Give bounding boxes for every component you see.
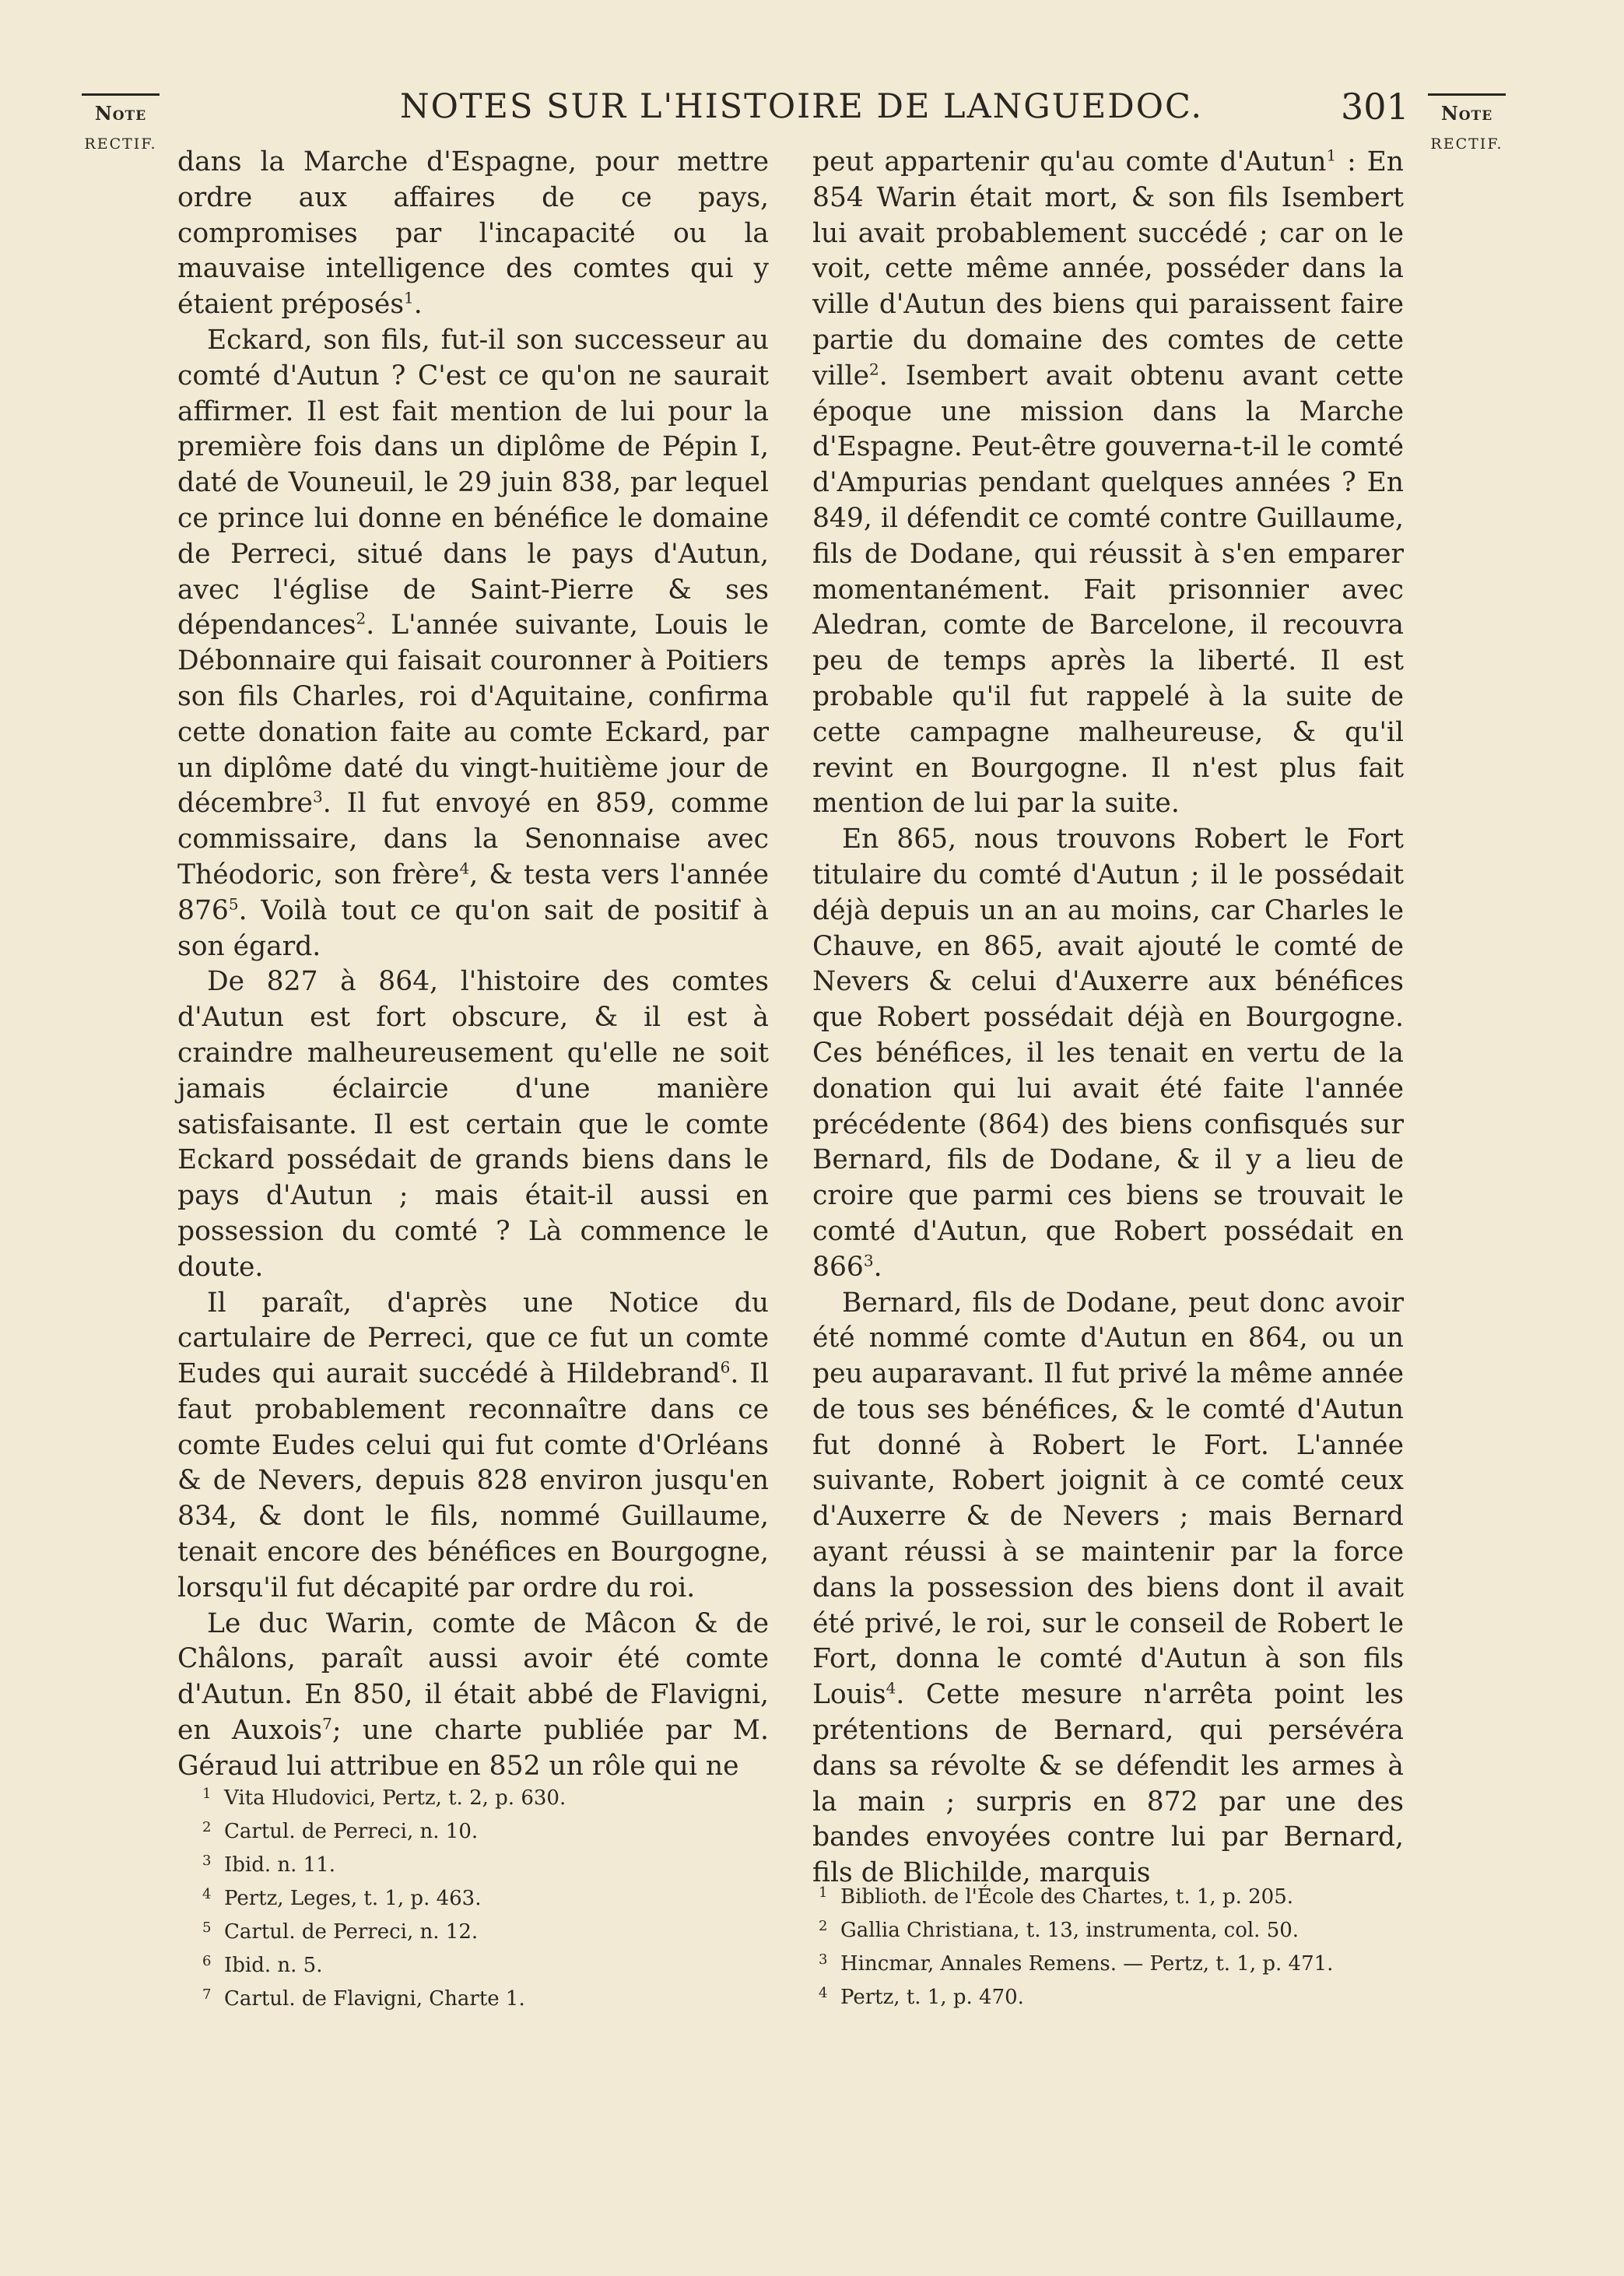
footnote-ref: 4	[459, 859, 470, 878]
footnote-ref: 7	[322, 1714, 332, 1733]
footnote-ref: 2	[869, 360, 879, 379]
footnote-ref: 5	[228, 894, 239, 914]
footnote: 2 Cartul. de Perreci, n. 10.	[202, 1819, 479, 1843]
footnote-ref: 2	[356, 609, 367, 628]
margin-rule-right	[1428, 93, 1506, 96]
margin-rule-left	[82, 93, 160, 96]
footnote-ref: 3	[312, 787, 323, 806]
left-column	[177, 145, 769, 1785]
margin-note-right	[1424, 93, 1510, 153]
paragraph: Bernard, fils de Dodane, peut donc avoir été nommé comte d'Autun en 864, ou un peu auparavant. Il fut privé la même année de tous ses bénéfices, & le comté d'Autun fut donné à Robert le Fort. L'année suivante, Robert joignit à ce comté ceux d'Auxerre & de Nevers ; mais Bernard ayant réussi à se maintenir par la force dans la possession des biens dont il avait été privé, le roi, sur le conseil de Robert le Fort, donna le comté d'Autun à son fils Louis$^4$. Cette mesure n'arrêta point les prétentions de Bernard, qui persévéra dans sa révolte & se défendit les armes à la main ; surpris en 872 par une des bandes envoyées contre lui par Bernard, fils de Blichilde, marquis	[812, 1287, 1404, 1889]
footnote-ref: 1	[1326, 146, 1337, 165]
page-number: 301	[1341, 86, 1409, 128]
paragraph: Eckard, son fils, fut-il son successeur au comté d'Autun ? C'est ce qu'on ne saurait affirmer. Il est fait mention de lui pour la première fois dans un diplôme de Pépin I, daté de Vouneuil, le 29 juin 838, par lequel ce prince lui donne en bénéfice le domaine de Perreci, situé dans le pays d'Autun, avec l'église de Saint-Pierre & ses dépendances$^2$. L'année suivante, Louis le Débonnaire qui faisait couronner à Poitiers son fils Charles, roi d'Aquitaine, confirma cette donation faite au comte Eckard, par un diplôme daté du vingt-huitième jour de décembre$^3$. Il fut envoyé en 859, comme commissaire, dans la Senonnaise avec Théodoric, son frère$^4$, & testa vers l'année $876^5$. Voilà tout ce qu'on sait de positif à son égard.	[177, 324, 769, 962]
footnote: 6 Ibid. n. 5.	[202, 1953, 323, 1977]
paragraph: De 827 à 864, l'histoire des comtes d'Autun est fort obscure, & il est à craindre malheureusement qu'elle ne soit jamais éclaircie d'une manière satisfaisante. Il est certain que le comte Eckard possédait de grands biens dans le pays d'Autun ; mais était-il aussi en possession du comté ? Là commence le doute.	[177, 966, 769, 1283]
footnote-ref: 4	[886, 1678, 896, 1698]
margin-note-word: Note	[1440, 102, 1493, 125]
footnote: 3 Ibid. n. 11.	[202, 1853, 336, 1877]
footnote: 7 Cartul. de Flavigni, Charte 1.	[202, 1986, 525, 2011]
paragraph: peut appartenir qu'au comte d'Autun$^1$ : En 854 Warin était mort, & son fils Isembert lui avait probablement succédé ; car on le voit, cette même année, posséder dans la ville d'Autun des biens qui paraissent faire partie du domaine des comtes de cette ville$^2$. Isembert avait obtenu avant cette époque une mission dans la Marche d'Espagne. Peut-être gouverna-t-il le comté d'Ampurias pendant quelques années ? En 849, il défendit ce comté contre Guillaume, fils de Dodane, qui réussit à s'en emparer momentanément. Fait prisonnier avec Aledran, comte de Barcelone, il recouvra peu de temps après la liberté. Il est probable qu'il fut rappelé à la suite de cette campagne malheureuse, & qu'il revint en Bourgogne. Il n'est plus fait mention de lui par la suite.	[812, 146, 1404, 820]
footnote: 2 Gallia Christiana, t. 13, instrumenta, col. 50.	[819, 1918, 1300, 1942]
paragraph: Il paraît, d'après une Notice du cartulaire de Perreci, que ce fut un comte Eudes qui aurait succédé à Hildebrand$^6$. Il faut probablement reconnaître dans ce comte Eudes celui qui fut comte d'Orléans & de Nevers, depuis 828 environ jusqu'en 834, & dont le fils, nommé Guillaume, tenait encore des bénéfices en Bourgogne, lorsqu'il fut décapité par ordre du roi.	[177, 1287, 769, 1603]
margin-note-sub: RECTIF.	[1430, 135, 1503, 153]
footnote: 3 Hincmar, Annales Remens. — Pertz, t. 1, p. 471.	[819, 1951, 1334, 1976]
running-head: NOTES SUR L'HISTOIRE DE LANGUEDOC.	[400, 87, 1203, 126]
paragraph: En 865, nous trouvons Robert le Fort titulaire du comté d'Autun ; il le possédait déjà depuis un an au moins, car Charles le Chauve, en 865, avait ajouté le comté de Nevers & celui d'Auxerre aux bénéfices que Robert possédait déjà en Bourgogne. Ces bénéfices, il les tenait en vertu de la donation qui lui avait été faite l'année précédente (864) des biens confisqués sur Bernard, fils de Dodane, & il y a lieu de croire que parmi ces biens se trouvait le comté d'Autun, que Robert possédait en $866^3$.	[812, 824, 1404, 1283]
right-column	[812, 145, 1404, 1891]
footnote: 1 Biblioth. de l'École des Chartes, t. 1, p. 205.	[819, 1884, 1294, 1909]
footnote-ref: 6	[720, 1358, 731, 1377]
footnote: 4 Pertz, Leges, t. 1, p. 463.	[202, 1886, 482, 1910]
footnote-ref: 1	[404, 288, 414, 307]
paragraph: Le duc Warin, comte de Mâcon & de Châlons, paraît aussi avoir été comte d'Autun. En 850, il était abbé de Flavigni, en Auxois$^7$; une charte publiée par M. Géraud lui attribue en 852 un rôle qui ne	[177, 1607, 769, 1782]
footnote: 5 Cartul. de Perreci, n. 12.	[202, 1919, 479, 1944]
footnote: 4 Pertz, t. 1, p. 470.	[819, 1985, 1024, 2009]
footnote-ref: 3	[863, 1251, 874, 1270]
margin-note-word: Note	[94, 102, 147, 125]
footnotes-left	[202, 1779, 778, 2014]
margin-note-sub: RECTIF.	[84, 135, 157, 153]
paragraph: dans la Marche d'Espagne, pour mettre ordre aux affaires de ce pays, compromises par l'incapacité ou la mauvaise intelligence des comtes qui y étaient préposés$^1$.	[177, 146, 769, 321]
margin-note-left	[78, 93, 163, 153]
footnotes-right	[819, 1878, 1394, 2012]
footnote: 1 Vita Hludovici, Pertz, t. 2, p. 630.	[202, 1786, 566, 1810]
